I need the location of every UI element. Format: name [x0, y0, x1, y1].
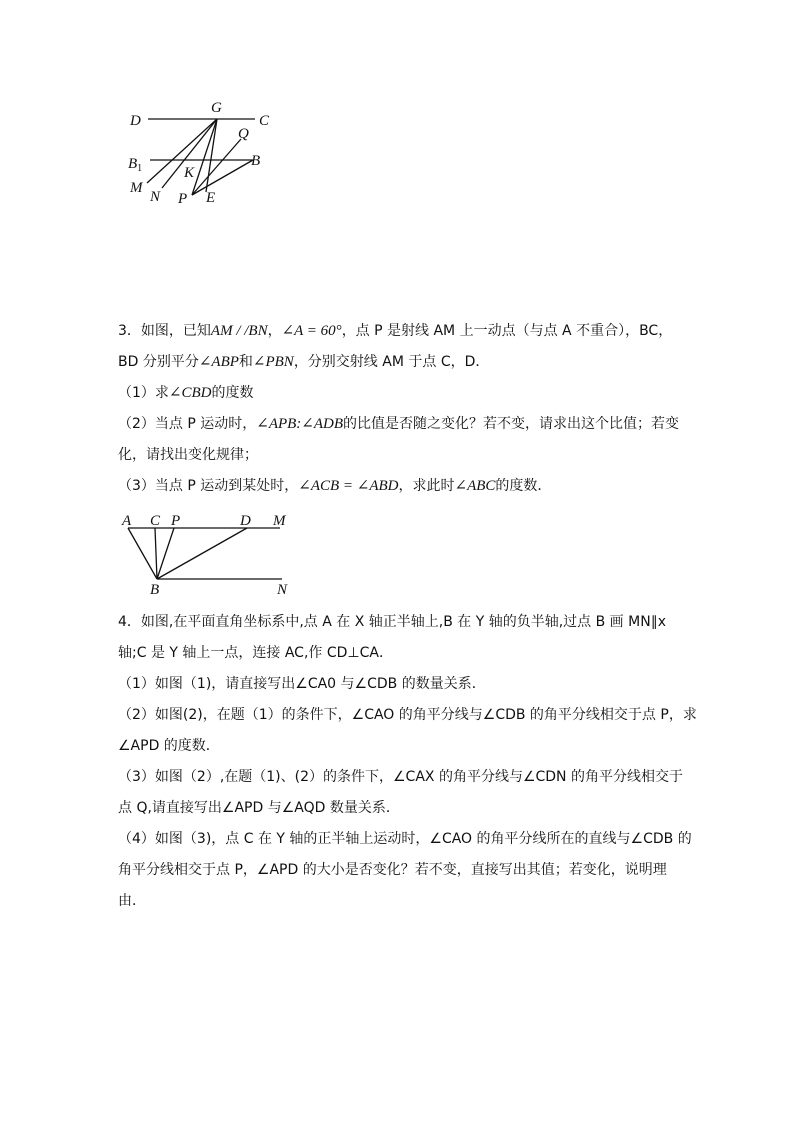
label-m: M: [130, 180, 143, 196]
label-q: Q: [238, 126, 249, 142]
label-c: C: [259, 113, 270, 129]
q3-line-5: 化，请找出变化规律；: [118, 447, 258, 463]
label-n: N: [150, 189, 161, 205]
q4-line-1: 4．如图,在平面直角坐标系中,点 A 在 X 轴正半轴上,B 在 Y 轴的负半轴,过点 B 画 MN∥x: [118, 614, 666, 630]
q3-line-4: （2）当点 P 运动时，∠APB:∠ADB的比值是否随之变化？若不变，请求出这个比值；若变: [118, 416, 680, 432]
segment-qp: [192, 139, 241, 195]
label-p: P: [171, 513, 181, 529]
q4-line-5: ∠APD 的度数．: [118, 738, 220, 754]
label-n: N: [277, 582, 288, 598]
q3-line-6: （3）当点 P 运动到某处时，∠ACB = ∠ABD，求此时∠ABC的度数．: [118, 478, 552, 494]
segment-ab: [128, 528, 157, 579]
q4-line-6: （3）如图（2）,在题（1)、(2）的条件下，∠CAX 的角平分线与∠CDN 的角平分线相交于: [118, 769, 683, 785]
label-k: K: [184, 165, 195, 181]
q3-line-3: （1）求∠CBD的度数: [118, 385, 254, 401]
q4-line-3: （1）如图（1)，请直接写出∠CA0 与∠CDB 的数量关系．: [118, 676, 486, 692]
label-d: D: [240, 513, 251, 529]
q3-line-1: 3．如图，已知AM / /BN，∠A = 60°，点 P 是射线 AM 上一动点（与点 A 不重合），BC，: [118, 323, 673, 339]
q3-line-2: BD 分别平分∠ABP和∠PBN，分别交射线 AM 于点 C，D．: [118, 354, 490, 370]
label-p: P: [178, 191, 188, 207]
figure-1-geometry: [120, 95, 290, 210]
label-b: B: [251, 153, 261, 169]
label-a: A: [122, 513, 132, 529]
figure-2-geometry: [116, 508, 306, 600]
q4-line-8: （4）如图（3)，点 C 在 Y 轴的正半轴上运动时，∠CAO 的角平分线所在的直线与∠CDB 的: [118, 831, 692, 847]
label-c: C: [150, 513, 161, 529]
segment-cb: [155, 528, 157, 579]
q4-line-2: 轴;C 是 Y 轴上一点，连接 AC,作 CD⊥CA．: [118, 645, 393, 661]
label-e: E: [206, 190, 216, 206]
label-b1: $B_1$: [128, 156, 143, 174]
label-g: G: [211, 100, 222, 116]
label-m: M: [273, 513, 286, 529]
q4-line-7: 点 Q,请直接写出∠APD 与∠AQD 数量关系．: [118, 800, 400, 816]
q4-line-9: 角平分线相交于点 P，∠APD 的大小是否变化？若不变，直接写出其值；若变化，说明理: [118, 862, 667, 878]
segment-db: [157, 528, 247, 579]
q4-line-10: 由．: [118, 893, 146, 909]
label-b: B: [150, 582, 160, 598]
q4-line-4: （2）如图(2)，在题（1）的条件下，∠CAO 的角平分线与∠CDB 的角平分线相交于点 P，求: [118, 707, 697, 723]
label-d: D: [130, 113, 141, 129]
